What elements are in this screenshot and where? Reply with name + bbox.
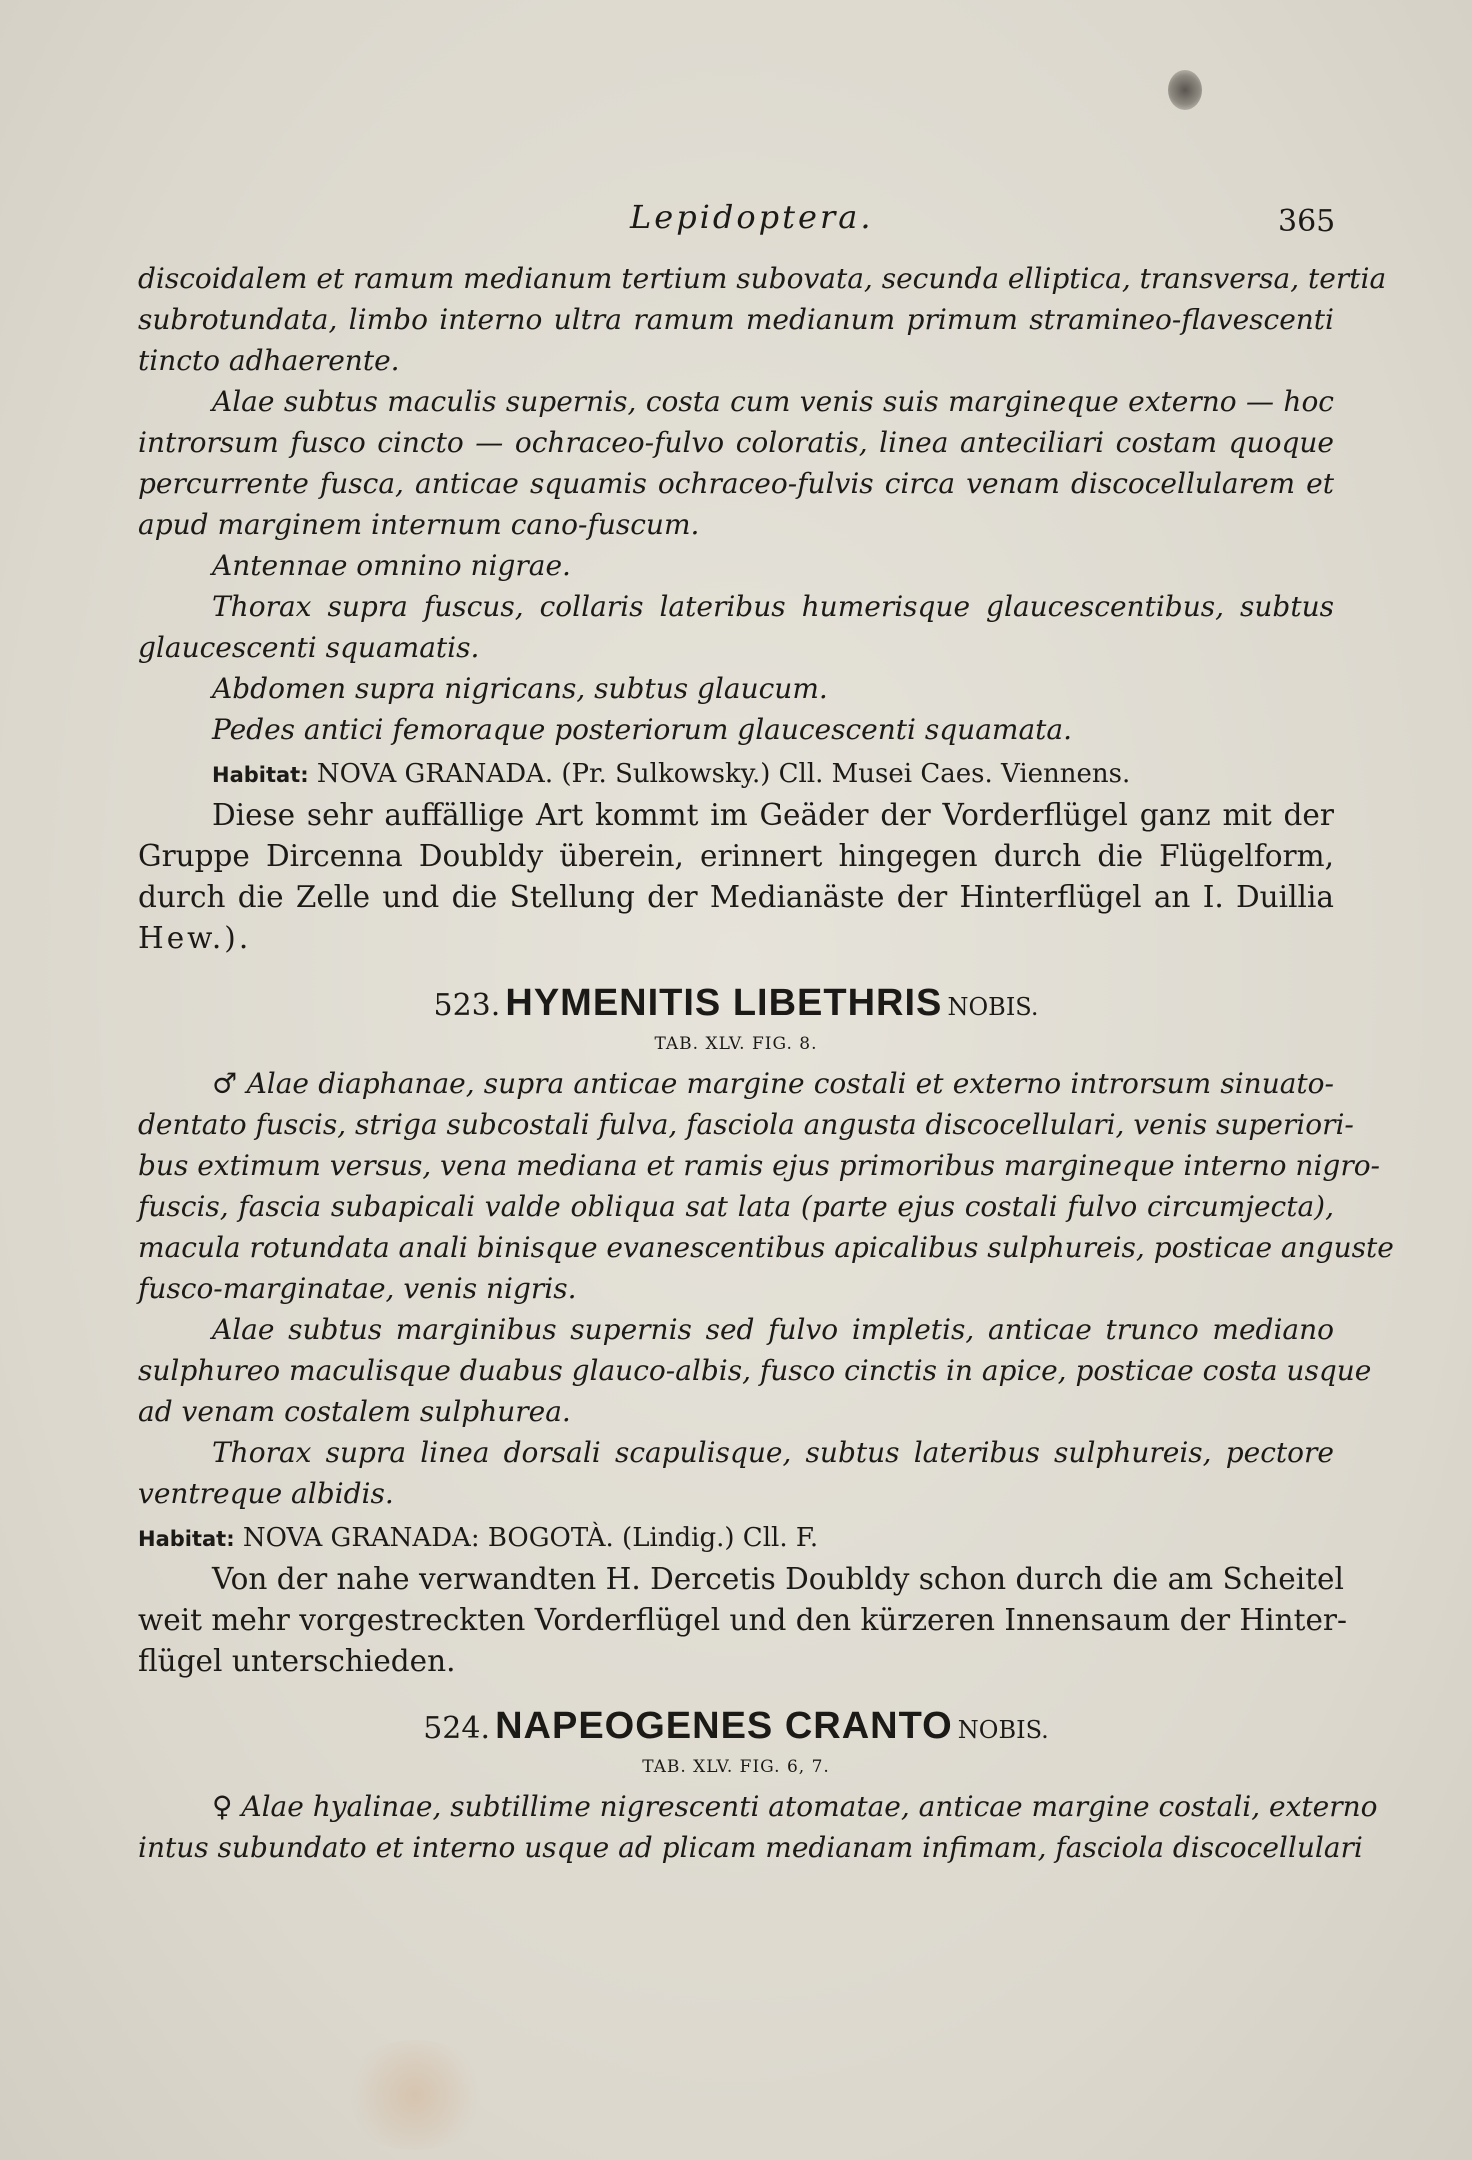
plate-reference: TAB. XLV. FIG. 6, 7. xyxy=(642,1757,830,1777)
text-line: weit mehr vorgestreckten Vorderflügel und den kürzeren Innensaum der Hinter- xyxy=(138,1603,1347,1637)
text-line: Antennae omnino nigrae. xyxy=(212,549,571,582)
species-author: NOBIS. xyxy=(947,993,1039,1021)
ink-blot xyxy=(1168,70,1202,110)
habitat-line xyxy=(138,754,1334,795)
habitat-text: NOVA GRANADA: BOGOTÀ. (Lindig.) Cll. F. xyxy=(242,1523,819,1553)
text-line: discoidalem et ramum medianum tertium subovata, secunda elliptica, transversa, tertia xyxy=(138,262,1387,295)
species-heading xyxy=(138,977,1334,1029)
text-line: glaucescenti squamatis. xyxy=(138,631,480,664)
text-line: macula rotundata anali binisque evanescentibus apicalibus sulphureis, posticae anguste xyxy=(138,1231,1394,1264)
species-name: NAPEOGENES CRANTO xyxy=(495,1705,953,1747)
text-line: Von der nahe verwandten H. Dercetis Doubldy schon durch die am Scheitel xyxy=(212,1562,1344,1596)
species-name: HYMENITIS LIBETHRIS xyxy=(505,982,943,1024)
text-line: tincto adhaerente. xyxy=(138,344,400,377)
species-number: 523. xyxy=(433,988,501,1023)
running-head xyxy=(0,198,1472,248)
habitat-label: Habitat: xyxy=(212,763,309,787)
text-line: fuscis, fascia subapicali valde obliqua sat lata (parte ejus costali fulvo circumjecta), xyxy=(138,1190,1334,1223)
habitat-label: Habitat: xyxy=(138,1527,235,1551)
habitat-text: NOVA GRANADA. (Pr. Sulkowsky.) Cll. Musei Caes. Viennens. xyxy=(316,759,1131,789)
text-line: Alae subtus marginibus supernis sed fulvo impletis, anticae trunco mediano xyxy=(212,1313,1334,1346)
text-line: sulphureo maculisque duabus glauco-albis, fusco cinctis in apice, posticae costa usque xyxy=(138,1354,1372,1387)
species-number: 524. xyxy=(423,1711,490,1746)
text-line: Pedes antici femoraque posteriorum glaucescenti squamata. xyxy=(212,713,1073,746)
text-line: percurrente fusca, anticae squamis ochraceo-fulvis circa venam discocellularem et xyxy=(138,467,1334,500)
plate-reference: TAB. XLV. FIG. 8. xyxy=(654,1034,818,1054)
paper-stain xyxy=(340,2040,490,2150)
text-line: flügel unterschieden. xyxy=(138,1644,456,1678)
text-line: dentato fuscis, striga subcostali fulva, fasciola angusta discocellulari, venis superiori- xyxy=(138,1108,1354,1141)
species-author: NOBIS. xyxy=(957,1716,1049,1744)
page-text xyxy=(138,258,1394,1868)
text-line: introrsum fusco cincto — ochraceo-fulvo coloratis, linea anteciliari costam quoque xyxy=(138,426,1334,459)
species-heading xyxy=(138,1700,1334,1752)
text-line: ♂ Alae diaphanae, supra anticae margine costali et externo introrsum sinuato- xyxy=(212,1067,1334,1100)
text-line: ♀ Alae hyalinae, subtillime nigrescenti atomatae, anticae margine costali, externo xyxy=(212,1790,1378,1823)
habitat-line xyxy=(138,1518,1334,1559)
text-line: Thorax supra fuscus, collaris lateribus humerisque glaucescentibus, subtus xyxy=(212,590,1334,623)
text-line: durch die Zelle und die Stellung der Medianäste der Hinterflügel an I. Duillia xyxy=(138,880,1334,914)
page-number: 365 xyxy=(1278,204,1336,239)
text-line: Abdomen supra nigricans, subtus glaucum. xyxy=(212,672,828,705)
running-title: Lepidoptera. xyxy=(630,198,874,236)
text-line: Hew.). xyxy=(138,921,252,955)
text-line: bus extimum versus, vena mediana et ramis ejus primoribus margineque interno nigro- xyxy=(138,1149,1381,1182)
text-line: apud marginem internum cano-fuscum. xyxy=(138,508,700,541)
text-line: Gruppe Dircenna Doubldy überein, erinnert hingegen durch die Flügelform, xyxy=(138,839,1334,873)
text-line: Alae subtus maculis supernis, costa cum venis suis margineque externo — hoc xyxy=(212,385,1334,418)
text-line: Diese sehr auffällige Art kommt im Geäder der Vorderflügel ganz mit der xyxy=(212,798,1334,832)
text-line: subrotundata, limbo interno ultra ramum medianum primum stramineo-flavescenti xyxy=(138,303,1334,336)
text-line: intus subundato et interno usque ad plicam medianam infimam, fasciola discocellulari xyxy=(138,1831,1363,1864)
text-line: fusco-marginatae, venis nigris. xyxy=(138,1272,577,1305)
text-line: ad venam costalem sulphurea. xyxy=(138,1395,571,1428)
text-line: Thorax supra linea dorsali scapulisque, subtus lateribus sulphureis, pectore xyxy=(212,1436,1334,1469)
text-line: ventreque albidis. xyxy=(138,1477,394,1510)
